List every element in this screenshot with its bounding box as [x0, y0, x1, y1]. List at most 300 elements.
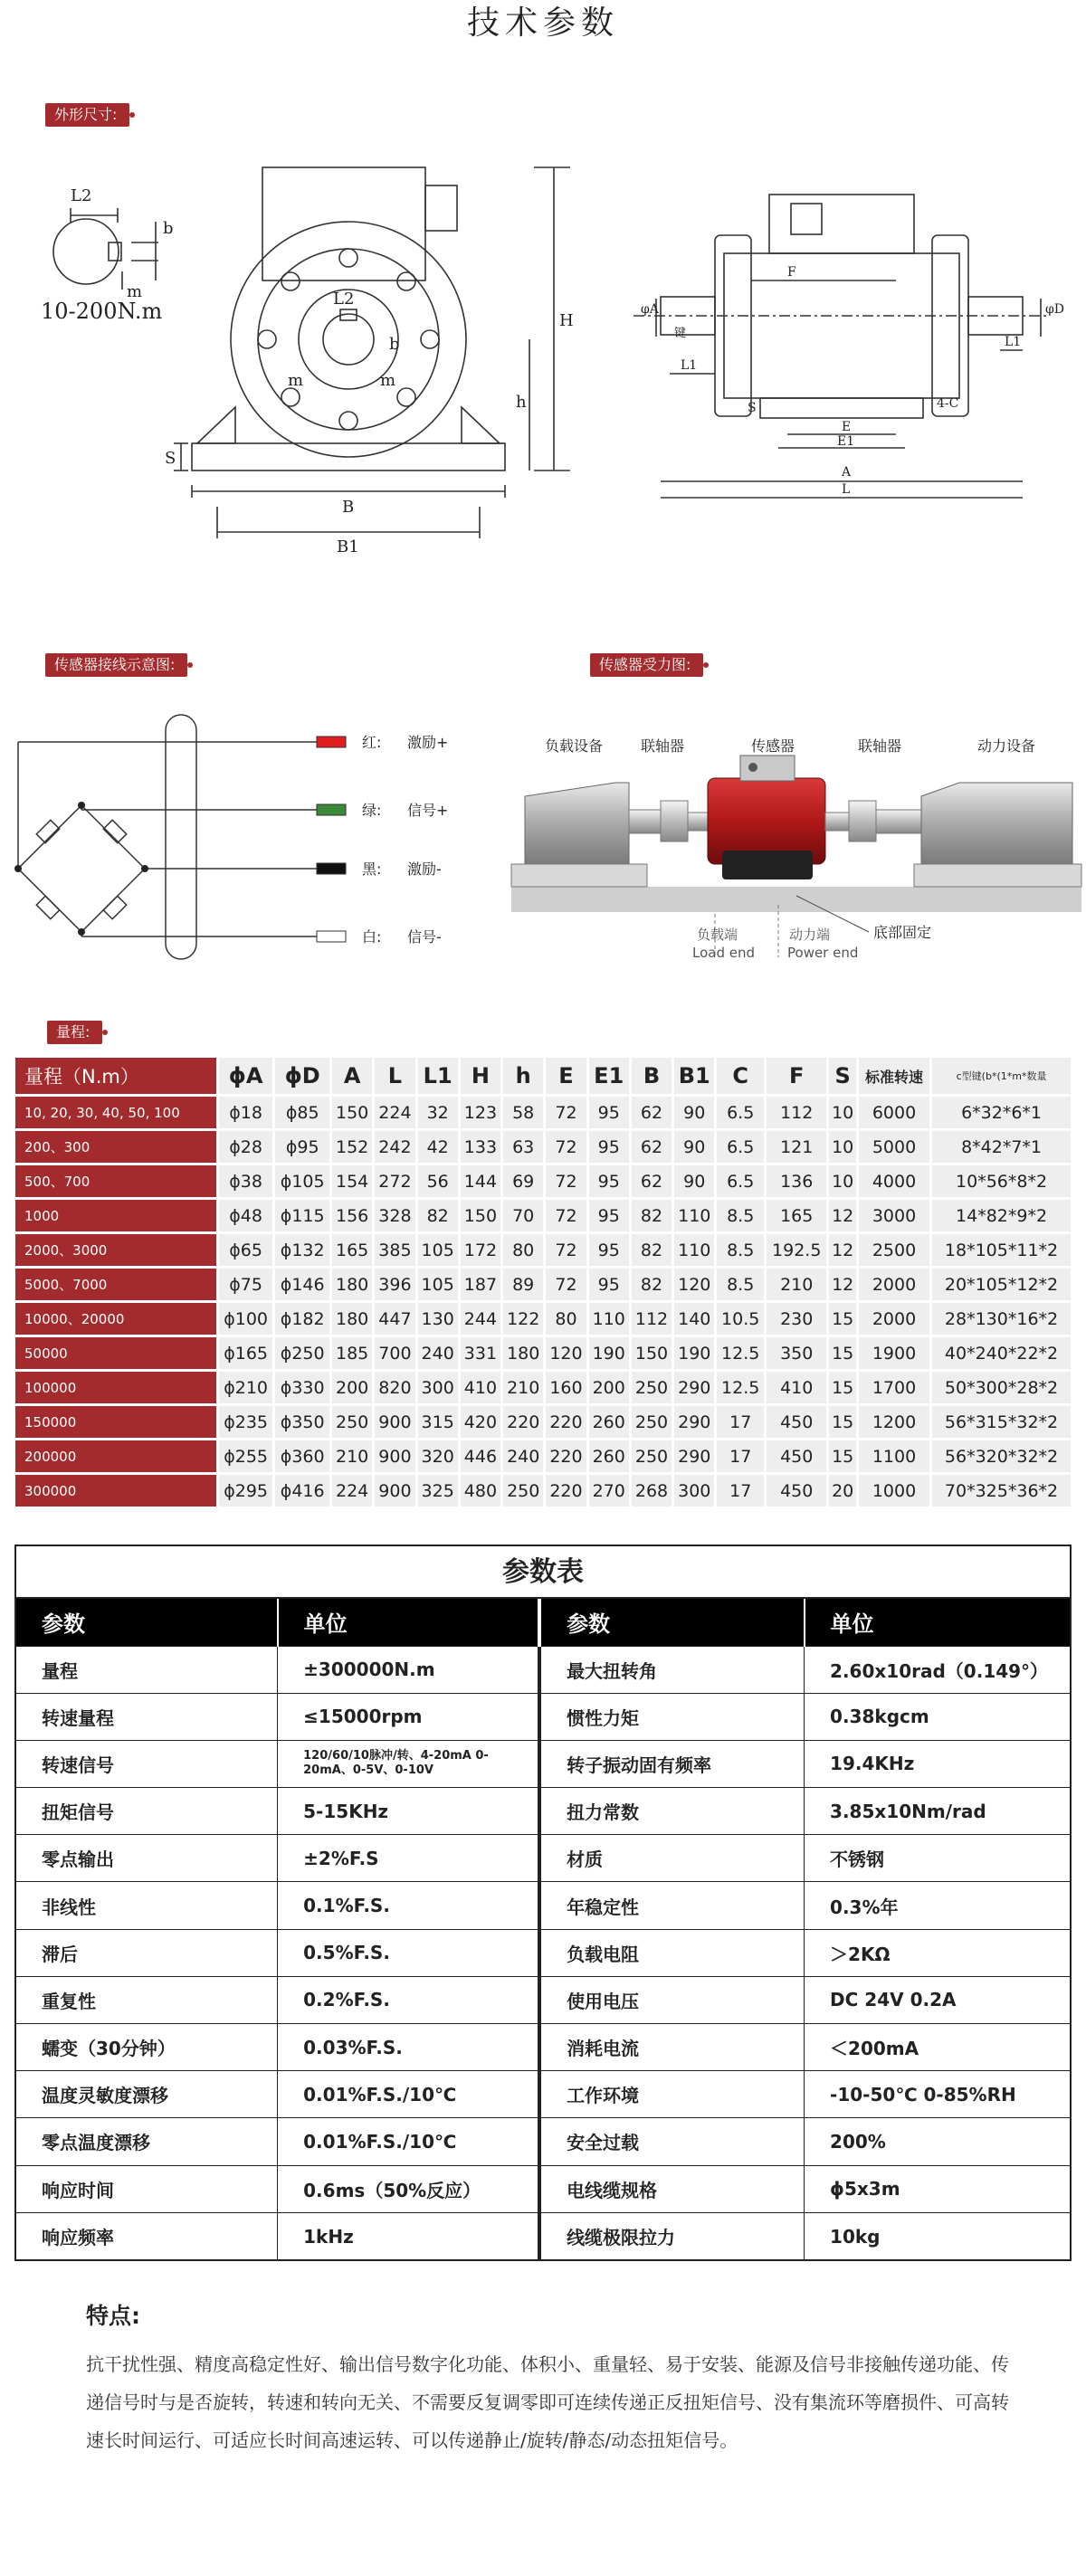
range-table-row	[15, 1097, 1071, 1128]
range-dimension-cell: 70*325*36*2	[932, 1475, 1071, 1507]
range-dimension-cell: 120	[546, 1337, 586, 1369]
range-value-cell: 500、700	[15, 1165, 216, 1197]
label-4C: 4-C	[937, 396, 959, 411]
range-table-row	[15, 1303, 1071, 1335]
range-value-cell: 100000	[15, 1372, 216, 1403]
force-label-power-device: 动力设备	[977, 737, 1036, 755]
force-label-coupler-left: 联轴器	[641, 737, 685, 755]
range-dimension-cell: 15	[829, 1372, 856, 1403]
range-dimension-cell: 325	[418, 1475, 458, 1507]
range-dimension-cell: 350	[767, 1337, 826, 1369]
range-dimension-cell: 185	[332, 1337, 372, 1369]
range-dimension-cell: 900	[375, 1475, 414, 1507]
range-dimension-cell: 1200	[859, 1406, 929, 1438]
wiring-diagram	[0, 697, 534, 986]
range-header-cell: 标准转速	[859, 1058, 929, 1094]
range-dimension-cell: 17	[717, 1475, 764, 1507]
range-dimension-cell: 396	[375, 1269, 414, 1300]
param-name-cell: 工作环境	[539, 2071, 804, 2118]
range-header-cell: 量程（N.m）	[15, 1058, 216, 1094]
range-dimension-cell: 320	[418, 1440, 458, 1472]
range-dimension-cell: 450	[767, 1440, 826, 1472]
range-dimension-cell: 8.5	[717, 1269, 764, 1300]
param-name-cell: 量程	[16, 1646, 278, 1693]
param-name-cell: 扭力常数	[539, 1788, 804, 1835]
range-dimension-cell: 17	[717, 1440, 764, 1472]
range-dimension-cell: 250	[332, 1406, 372, 1438]
range-dimension-cell: 72	[546, 1269, 586, 1300]
range-header-cell: c型键(b*(1*m*数量	[932, 1058, 1071, 1094]
range-dimension-cell: 12.5	[717, 1337, 764, 1369]
range-dimension-cell: 410	[461, 1372, 500, 1403]
range-table-row	[15, 1440, 1071, 1472]
param-table-body	[16, 1646, 1070, 2259]
param-table-row	[16, 1740, 1070, 1787]
range-dimension-cell: 240	[418, 1337, 458, 1369]
range-table-row	[15, 1131, 1071, 1163]
range-dimension-cell: 6.5	[717, 1165, 764, 1197]
label-small-range: 10-200N.m	[41, 299, 163, 324]
range-dimension-cell: 17	[717, 1406, 764, 1438]
range-dimension-cell: 331	[461, 1337, 500, 1369]
range-header-cell: H	[461, 1058, 500, 1094]
param-name-cell: 材质	[539, 1835, 804, 1882]
label-L2-small: L2	[71, 186, 92, 205]
range-value-cell: 200、300	[15, 1131, 216, 1163]
range-table-row	[15, 1234, 1071, 1266]
range-dimension-cell: 300	[674, 1475, 714, 1507]
range-header-cell: ϕD	[275, 1058, 329, 1094]
range-value-cell: 10, 20, 30, 40, 50, 100	[15, 1097, 216, 1128]
label-B: B	[342, 498, 355, 517]
param-table-row	[16, 1882, 1070, 1929]
label-F: F	[787, 265, 796, 280]
label-phiA: φA	[641, 302, 659, 317]
range-header-cell: ϕA	[219, 1058, 273, 1094]
range-dimension-cell: 210	[767, 1269, 826, 1300]
range-dimension-cell: 187	[461, 1269, 500, 1300]
param-table-row	[16, 2024, 1070, 2071]
wire-swatch-red	[317, 737, 346, 747]
range-dimension-cell: 58	[503, 1097, 543, 1128]
range-dimension-cell: 10	[829, 1165, 856, 1197]
coupler-right	[849, 801, 876, 841]
param-name-cell: 消耗电流	[539, 2024, 804, 2071]
range-dimension-cell: 410	[767, 1372, 826, 1403]
range-dimension-cell: 80	[503, 1234, 543, 1266]
param-header-unit-2: 单位	[805, 1599, 1070, 1646]
param-name-cell: 扭矩信号	[16, 1788, 278, 1835]
range-dimension-cell: ϕ235	[219, 1406, 273, 1438]
label-L1-right: L1	[1005, 335, 1022, 349]
param-name-cell: 温度灵敏度漂移	[16, 2071, 278, 2118]
range-dimension-cell: 95	[589, 1097, 629, 1128]
param-name-cell: 非线性	[16, 1882, 278, 1929]
range-dimension-cell: 242	[375, 1131, 414, 1163]
range-dimension-cell: 82	[632, 1200, 672, 1231]
range-table-row	[15, 1165, 1071, 1197]
param-unit-cell: ϕ5x3m	[805, 2165, 1070, 2212]
range-dimension-cell: 160	[546, 1372, 586, 1403]
param-unit-cell: 0.3%年	[805, 1882, 1070, 1929]
range-dimension-cell: 120	[674, 1269, 714, 1300]
param-header-param-1: 参数	[16, 1599, 278, 1646]
range-dimension-cell: ϕ416	[275, 1475, 329, 1507]
range-dimension-cell: 136	[767, 1165, 826, 1197]
range-dimension-cell: 290	[674, 1406, 714, 1438]
param-table-row	[16, 1693, 1070, 1740]
range-dimension-cell: 315	[418, 1406, 458, 1438]
range-dimension-cell: 10	[829, 1131, 856, 1163]
range-dimension-cell: ϕ100	[219, 1303, 273, 1335]
range-dimension-cell: ϕ210	[219, 1372, 273, 1403]
param-table-row	[16, 2118, 1070, 2165]
range-dimension-cell: 62	[632, 1131, 672, 1163]
range-dimension-cell: ϕ65	[219, 1234, 273, 1266]
param-header-param-2: 参数	[539, 1599, 804, 1646]
range-dimension-cell: 224	[332, 1475, 372, 1507]
range-dimension-cell: 260	[589, 1406, 629, 1438]
param-name-cell: 响应时间	[16, 2165, 278, 2212]
range-dimension-cell: 270	[589, 1475, 629, 1507]
section-tag-wiring: 传感器接线示意图:	[45, 653, 187, 677]
range-dimension-cell: 420	[461, 1406, 500, 1438]
range-dimension-cell: 12	[829, 1200, 856, 1231]
label-B1: B1	[337, 537, 359, 556]
wire-label-red: 红:	[362, 734, 382, 751]
range-dimension-cell: ϕ350	[275, 1406, 329, 1438]
range-header-cell: A	[332, 1058, 372, 1094]
range-dimension-cell: 80	[546, 1303, 586, 1335]
range-dimension-cell: 250	[632, 1440, 672, 1472]
range-dimension-cell: 6.5	[717, 1131, 764, 1163]
range-dimension-cell: 900	[375, 1406, 414, 1438]
label-m-small: m	[127, 282, 143, 301]
range-dimension-cell: 1000	[859, 1475, 929, 1507]
range-dimension-cell: 123	[461, 1097, 500, 1128]
param-name-cell: 负载电阻	[539, 1929, 804, 1976]
range-dimension-cell: 6000	[859, 1097, 929, 1128]
range-dimension-cell: ϕ146	[275, 1269, 329, 1300]
range-dimension-cell: 450	[767, 1475, 826, 1507]
param-name-cell: 线缆极限拉力	[539, 2212, 804, 2259]
range-dimension-cell: 110	[674, 1234, 714, 1266]
range-dimension-cell: 82	[418, 1200, 458, 1231]
range-dimension-cell: 56*320*32*2	[932, 1440, 1071, 1472]
range-dimension-cell: 165	[767, 1200, 826, 1231]
param-name-cell: 最大扭转角	[539, 1646, 804, 1693]
range-dimension-cell: 230	[767, 1303, 826, 1335]
range-dimension-cell: ϕ182	[275, 1303, 329, 1335]
range-dimension-cell: 62	[632, 1165, 672, 1197]
range-dimension-cell: ϕ38	[219, 1165, 273, 1197]
range-dimension-cell: 165	[332, 1234, 372, 1266]
range-dimension-cell: 200	[589, 1372, 629, 1403]
label-A: A	[842, 465, 852, 480]
range-dimension-cell: 122	[503, 1303, 543, 1335]
range-dimension-cell: ϕ75	[219, 1269, 273, 1300]
range-dimension-cell: 300	[418, 1372, 458, 1403]
range-header-cell: C	[717, 1058, 764, 1094]
range-dimension-cell: 112	[767, 1097, 826, 1128]
range-table-row	[15, 1269, 1071, 1300]
range-dimension-cell: ϕ330	[275, 1372, 329, 1403]
sensor-connector	[740, 756, 795, 781]
force-label-load-end-cn: 负载端	[697, 927, 738, 943]
param-unit-cell: 0.38kgcm	[805, 1693, 1070, 1740]
range-dimension-cell: 133	[461, 1131, 500, 1163]
wiring-diagram-svg	[0, 697, 534, 986]
range-header-cell: F	[767, 1058, 826, 1094]
range-dimension-cell: ϕ85	[275, 1097, 329, 1128]
label-h: h	[516, 393, 527, 412]
param-name-cell: 电线缆规格	[539, 2165, 804, 2212]
wire-signal-white: 信号-	[407, 928, 442, 946]
force-label-power-end-en: Power end	[787, 945, 859, 961]
range-dimension-cell: 72	[546, 1131, 586, 1163]
param-table-header	[16, 1599, 1070, 1646]
param-table-row	[16, 2212, 1070, 2259]
label-b-small: b	[163, 219, 174, 238]
param-name-cell: 响应频率	[16, 2212, 278, 2259]
range-dimension-cell: 820	[375, 1372, 414, 1403]
param-unit-cell: -10-50℃ 0-85%RH	[805, 2071, 1070, 2118]
param-table-row	[16, 2071, 1070, 2118]
range-dimension-cell: 2500	[859, 1234, 929, 1266]
range-dimension-cell: 156	[332, 1200, 372, 1231]
param-unit-cell: 120/60/10脉冲/转、4-20mA 0-20mA、0-5V、0-10V	[278, 1740, 539, 1787]
param-unit-cell: 0.1%F.S.	[278, 1882, 539, 1929]
range-dimension-cell: 2000	[859, 1269, 929, 1300]
param-unit-cell: 200%	[805, 2118, 1070, 2165]
load-device-body	[525, 783, 629, 864]
coupler-left	[661, 801, 688, 841]
param-unit-cell: ±2%F.S	[278, 1835, 539, 1882]
range-header-cell: L	[375, 1058, 414, 1094]
range-dimension-cell: 89	[503, 1269, 543, 1300]
param-table-row	[16, 1646, 1070, 1693]
range-dimension-cell: 328	[375, 1200, 414, 1231]
range-dimension-cell: 150	[461, 1200, 500, 1231]
label-L: L	[842, 482, 851, 497]
range-dimension-cell: ϕ360	[275, 1440, 329, 1472]
label-L2-front: L2	[333, 290, 355, 309]
range-dimension-cell: 1900	[859, 1337, 929, 1369]
label-S: S	[165, 449, 176, 468]
range-dimension-cell: 105	[418, 1269, 458, 1300]
range-header-cell: E	[546, 1058, 586, 1094]
range-dimension-cell: 105	[418, 1234, 458, 1266]
wire-swatch-white	[317, 931, 346, 942]
range-dimension-cell: ϕ255	[219, 1440, 273, 1472]
range-dimension-cell: 4000	[859, 1165, 929, 1197]
range-dimension-cell: ϕ250	[275, 1337, 329, 1369]
range-dimension-cell: 180	[332, 1303, 372, 1335]
range-dimension-cell: 8*42*7*1	[932, 1131, 1071, 1163]
param-unit-cell: 19.4KHz	[805, 1740, 1070, 1787]
range-dimension-cell: 210	[332, 1440, 372, 1472]
range-dimension-cell: 3000	[859, 1200, 929, 1231]
range-dimension-cell: 63	[503, 1131, 543, 1163]
label-H: H	[559, 311, 574, 330]
force-label-coupler-right: 联轴器	[858, 737, 902, 755]
force-diagram	[507, 715, 1086, 986]
force-label-bottom-fixed: 底部固定	[873, 924, 932, 941]
param-header-unit-1: 单位	[278, 1599, 539, 1646]
outline-drawing-svg	[0, 136, 1086, 561]
section-tag-outline: 外形尺寸:	[45, 103, 129, 127]
range-dimension-cell: 72	[546, 1200, 586, 1231]
range-dimension-cell: 210	[503, 1372, 543, 1403]
range-dimension-cell: 1100	[859, 1440, 929, 1472]
range-dimension-cell: 72	[546, 1097, 586, 1128]
section-tag-force: 传感器受力图:	[590, 653, 703, 677]
param-unit-cell: 0.03%F.S.	[278, 2024, 539, 2071]
range-dimension-cell: 272	[375, 1165, 414, 1197]
range-dimension-cell: 144	[461, 1165, 500, 1197]
label-m-front-left: m	[288, 371, 304, 390]
range-dimension-cell: 95	[589, 1131, 629, 1163]
range-dimension-cell: 250	[503, 1475, 543, 1507]
range-table-row	[15, 1372, 1071, 1403]
range-dimension-cell: 42	[418, 1131, 458, 1163]
range-dimension-cell: 220	[546, 1475, 586, 1507]
label-E: E	[842, 420, 852, 434]
param-table-row	[16, 1788, 1070, 1835]
range-dimension-cell: 69	[503, 1165, 543, 1197]
range-dimension-cell: 260	[589, 1440, 629, 1472]
param-name-cell: 使用电压	[539, 1976, 804, 2023]
features-title: 特点:	[86, 2303, 140, 2329]
range-table-row	[15, 1200, 1071, 1231]
label-S-side: S	[748, 401, 757, 415]
range-dimension-cell: 15	[829, 1337, 856, 1369]
range-dimension-cell: 172	[461, 1234, 500, 1266]
range-dimension-cell: 268	[632, 1475, 672, 1507]
range-dimension-cell: 130	[418, 1303, 458, 1335]
range-dimension-cell: 14*82*9*2	[932, 1200, 1071, 1231]
wire-signal-red: 激励+	[407, 734, 449, 751]
param-unit-cell: ＞2KΩ	[805, 1929, 1070, 1976]
range-dimension-cell: 15	[829, 1303, 856, 1335]
param-name-cell: 蠕变（30分钟）	[16, 2024, 278, 2071]
range-dimension-cell: 15	[829, 1440, 856, 1472]
range-header-cell: B	[632, 1058, 672, 1094]
range-dimension-cell: 150	[332, 1097, 372, 1128]
range-dimension-cell: 6.5	[717, 1097, 764, 1128]
param-name-cell: 零点温度漂移	[16, 2118, 278, 2165]
param-name-cell: 转速量程	[16, 1693, 278, 1740]
range-dimension-cell: 10	[829, 1097, 856, 1128]
range-table-body	[15, 1097, 1071, 1507]
param-name-cell: 安全过载	[539, 2118, 804, 2165]
wire-signal-green: 信号+	[407, 802, 449, 819]
range-table-row	[15, 1475, 1071, 1507]
range-dimension-cell: 12.5	[717, 1372, 764, 1403]
range-dimension-cell: 447	[375, 1303, 414, 1335]
range-value-cell: 150000	[15, 1406, 216, 1438]
range-dimension-cell: 250	[632, 1372, 672, 1403]
param-unit-cell: 不锈钢	[805, 1835, 1070, 1882]
range-value-cell: 2000、3000	[15, 1234, 216, 1266]
range-dimension-cell: 150	[632, 1337, 672, 1369]
wire-label-black: 黑:	[362, 860, 382, 878]
range-dimension-cell: 140	[674, 1303, 714, 1335]
label-b-front: b	[389, 335, 400, 354]
range-dimension-cell: 40*240*22*2	[932, 1337, 1071, 1369]
force-diagram-svg	[507, 715, 1086, 986]
range-header-cell: S	[829, 1058, 856, 1094]
force-base-plate	[511, 887, 1081, 912]
range-table	[13, 1055, 1073, 1509]
range-dimension-cell: 385	[375, 1234, 414, 1266]
param-name-cell: 转子振动固有频率	[539, 1740, 804, 1787]
param-table-row	[16, 1835, 1070, 1882]
param-name-cell: 惯性力矩	[539, 1693, 804, 1740]
range-dimension-cell: ϕ295	[219, 1475, 273, 1507]
range-dimension-cell: 72	[546, 1165, 586, 1197]
range-dimension-cell: 180	[503, 1337, 543, 1369]
label-phiD: φD	[1045, 302, 1065, 317]
range-dimension-cell: 220	[503, 1406, 543, 1438]
param-unit-cell: 0.2%F.S.	[278, 1976, 539, 2023]
range-dimension-cell: ϕ95	[275, 1131, 329, 1163]
range-dimension-cell: 200	[332, 1372, 372, 1403]
sensor-base	[722, 851, 813, 879]
range-dimension-cell: 244	[461, 1303, 500, 1335]
param-unit-cell: DC 24V 0.2A	[805, 1976, 1070, 2023]
param-unit-cell: 2.60x10rad（0.149°）	[805, 1646, 1070, 1693]
range-dimension-cell: 152	[332, 1131, 372, 1163]
range-dimension-cell: 95	[589, 1200, 629, 1231]
range-value-cell: 5000、7000	[15, 1269, 216, 1300]
wire-swatch-black	[317, 863, 346, 874]
range-header-cell: E1	[589, 1058, 629, 1094]
param-name-cell: 零点输出	[16, 1835, 278, 1882]
range-dimension-cell: 18*105*11*2	[932, 1234, 1071, 1266]
range-value-cell: 50000	[15, 1337, 216, 1369]
range-dimension-cell: 56	[418, 1165, 458, 1197]
param-table-row	[16, 1976, 1070, 2023]
param-unit-cell: 5-15KHz	[278, 1788, 539, 1835]
range-dimension-cell: 900	[375, 1440, 414, 1472]
range-value-cell: 10000、20000	[15, 1303, 216, 1335]
section-tag-range: 量程:	[47, 1021, 102, 1044]
label-key: 键	[674, 327, 687, 340]
param-unit-cell: ±300000N.m	[278, 1646, 539, 1693]
range-dimension-cell: 95	[589, 1269, 629, 1300]
range-dimension-cell: ϕ115	[275, 1200, 329, 1231]
range-dimension-cell: 154	[332, 1165, 372, 1197]
param-table-row	[16, 1929, 1070, 1976]
wire-label-green: 绿:	[362, 802, 382, 819]
range-dimension-cell: 250	[632, 1406, 672, 1438]
range-dimension-cell: 72	[546, 1234, 586, 1266]
range-header-cell: B1	[674, 1058, 714, 1094]
range-dimension-cell: 82	[632, 1269, 672, 1300]
range-table-row	[15, 1406, 1071, 1438]
range-dimension-cell: 1700	[859, 1372, 929, 1403]
param-table-row	[16, 2165, 1070, 2212]
range-dimension-cell: 110	[674, 1200, 714, 1231]
param-table	[16, 1599, 1070, 2259]
param-name-cell: 转速信号	[16, 1740, 278, 1787]
range-dimension-cell: 90	[674, 1131, 714, 1163]
range-value-cell: 300000	[15, 1475, 216, 1507]
range-dimension-cell: 20	[829, 1475, 856, 1507]
label-m-front-right: m	[380, 371, 396, 390]
range-dimension-cell: ϕ48	[219, 1200, 273, 1231]
